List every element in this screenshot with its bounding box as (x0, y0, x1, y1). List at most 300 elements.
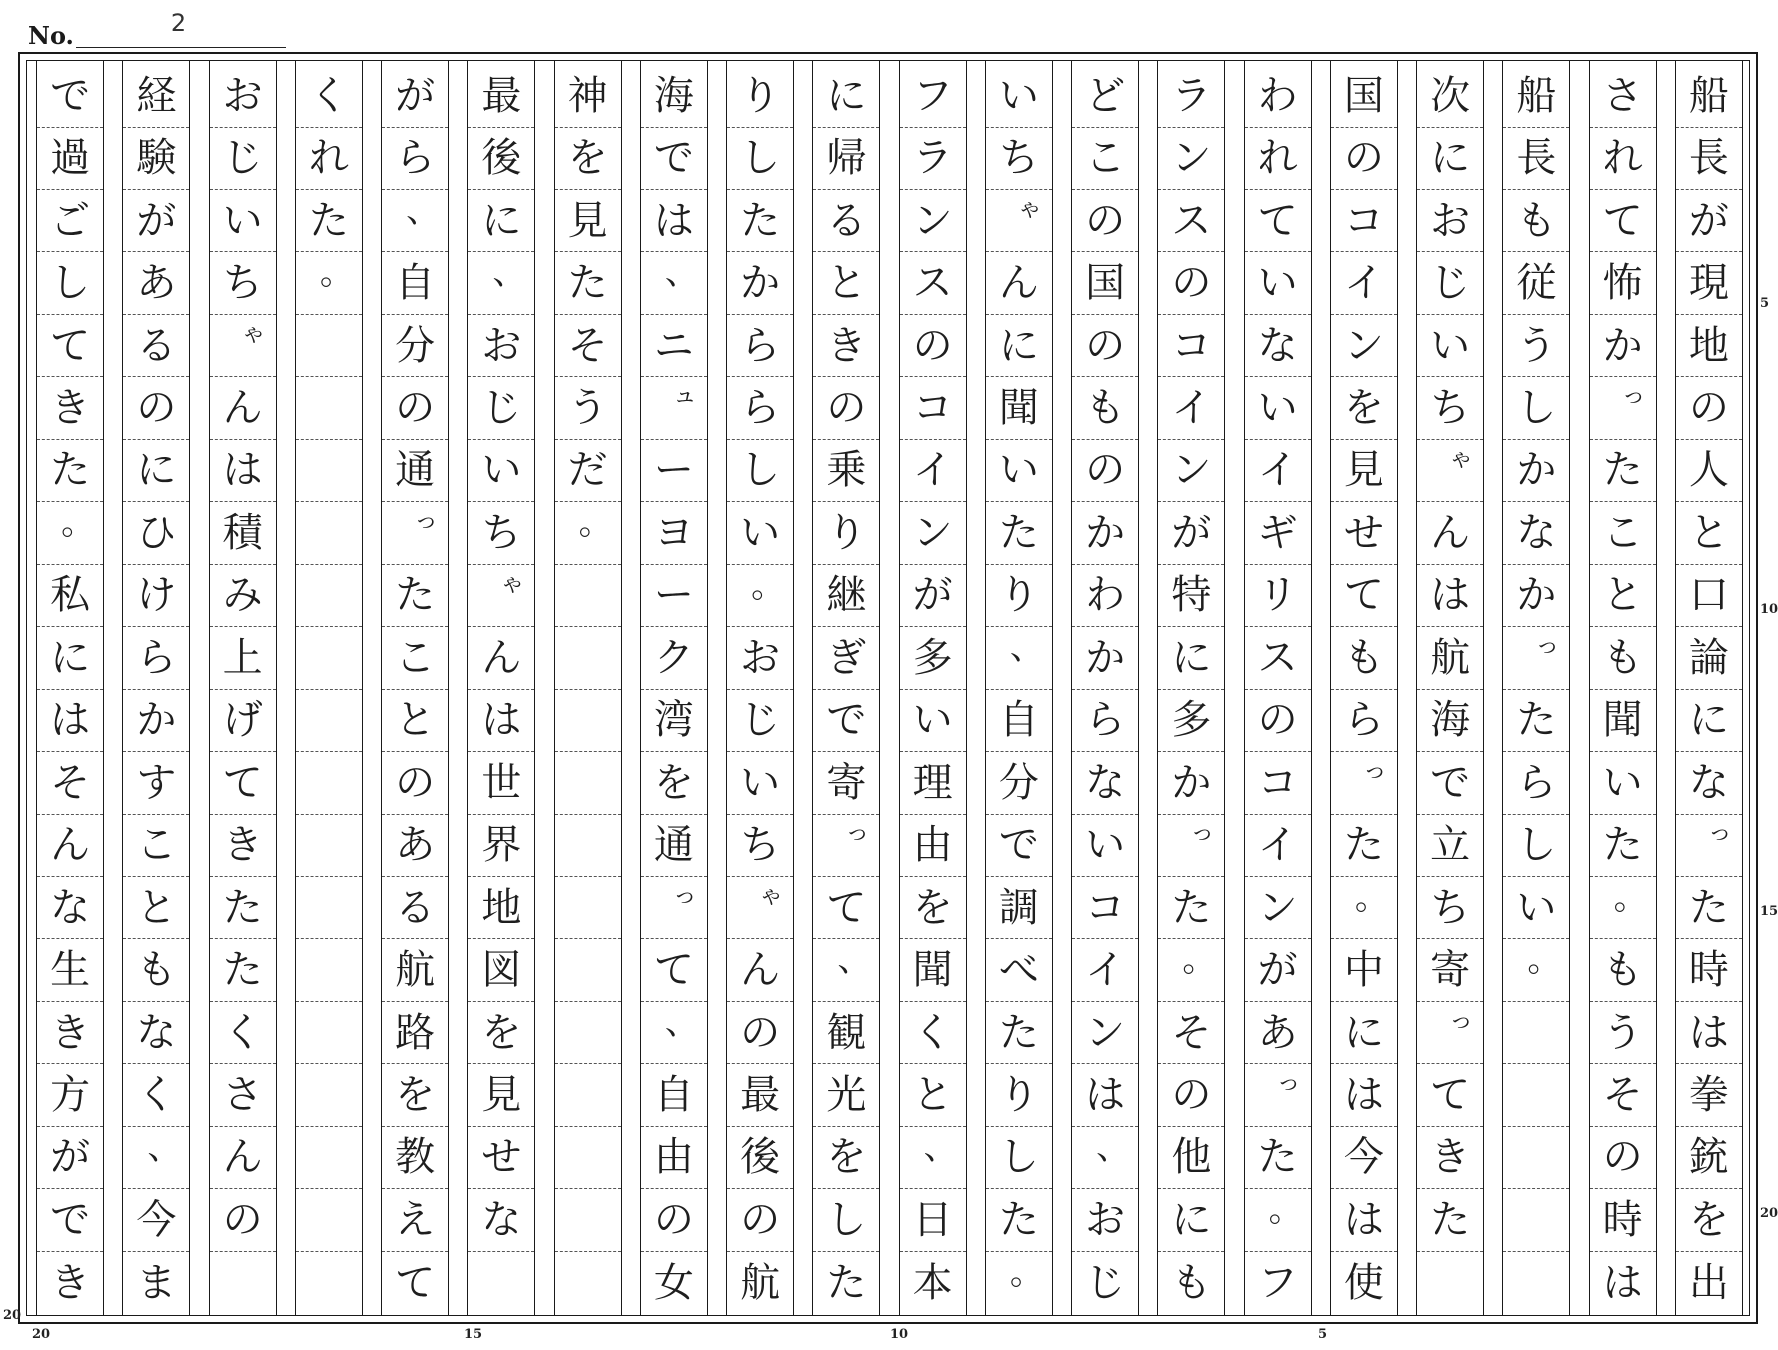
manuscript-cell: た (555, 252, 621, 315)
manuscript-cell: ゃ (986, 190, 1052, 253)
manuscript-cell: が (1676, 190, 1742, 253)
manuscript-cell: 私 (37, 565, 103, 628)
manuscript-cell: 。 (1245, 1189, 1311, 1252)
manuscript-cell: を (813, 1127, 879, 1190)
manuscript-cell: 経 (123, 65, 189, 128)
manuscript-cell: 出 (1688, 1259, 1729, 1306)
manuscript-cell: フ (900, 65, 966, 128)
manuscript-cell: 海 (641, 65, 707, 128)
manuscript-cell: は (1602, 1259, 1643, 1306)
manuscript-cell: 積 (210, 502, 276, 565)
manuscript-cell: 光 (813, 1064, 879, 1127)
manuscript-cell: っ (1503, 627, 1569, 690)
manuscript-column (1330, 61, 1398, 1315)
manuscript-cell: っ (1245, 1064, 1311, 1127)
manuscript-cell: 。 (296, 252, 362, 315)
manuscript-cell: た (1417, 1189, 1483, 1252)
manuscript-cell: は (1676, 1002, 1742, 1065)
manuscript-cell: き (1417, 1127, 1483, 1190)
manuscript-cell: 多 (1158, 690, 1224, 753)
manuscript-cell: じ (727, 690, 793, 753)
ruler-right-10: 10 (1760, 602, 1778, 617)
manuscript-cell: 由 (641, 1127, 707, 1190)
ruler-right-5: 5 (1760, 296, 1770, 311)
manuscript-cell: は (37, 690, 103, 753)
manuscript-column (209, 61, 277, 1315)
manuscript-cell: た (210, 939, 276, 1002)
manuscript-cell: い (1503, 877, 1569, 940)
manuscript-cell: 聞 (900, 939, 966, 1002)
manuscript-cell: 通 (641, 814, 707, 877)
manuscript-cell: ン (1158, 440, 1224, 503)
manuscript-cell: の (1331, 128, 1397, 191)
manuscript-cell: と (1590, 565, 1656, 628)
manuscript-cell: 特 (1158, 565, 1224, 628)
manuscript-cell: 本 (912, 1259, 953, 1306)
manuscript-cell: の (900, 315, 966, 378)
manuscript-cell (296, 1064, 362, 1127)
manuscript-cell: 生 (37, 939, 103, 1002)
manuscript-cell: 今 (1331, 1127, 1397, 1190)
manuscript-cell: 見 (555, 190, 621, 253)
manuscript-cell: お (727, 627, 793, 690)
manuscript-cell: 従 (1503, 252, 1569, 315)
manuscript-cell: 。 (1331, 877, 1397, 940)
manuscript-cell: も (1072, 377, 1138, 440)
manuscript-cell: か (1503, 565, 1569, 628)
manuscript-cell: ー (641, 440, 707, 503)
manuscript-cell: 帰 (813, 128, 879, 191)
manuscript-column (1675, 61, 1743, 1315)
manuscript-cell: 、 (641, 252, 707, 315)
manuscript-cell: し (727, 128, 793, 191)
manuscript-column (36, 61, 104, 1315)
manuscript-cell: お (1072, 1189, 1138, 1252)
manuscript-cell: た (1590, 814, 1656, 877)
manuscript-cell (296, 502, 362, 565)
manuscript-cell: り (986, 565, 1052, 628)
manuscript-cell: っ (1590, 377, 1656, 440)
manuscript-cell: い (727, 502, 793, 565)
manuscript-cell: れ (296, 128, 362, 191)
manuscript-cell: コ (900, 377, 966, 440)
ruler-bottom-20: 20 (32, 1327, 51, 1342)
manuscript-cell: を (555, 128, 621, 191)
manuscript-cell: し (727, 440, 793, 503)
manuscript-cell: か (1590, 315, 1656, 378)
manuscript-cell: 人 (1676, 440, 1742, 503)
manuscript-cell: か (1158, 752, 1224, 815)
manuscript-cell: 最 (727, 1064, 793, 1127)
manuscript-cell: 方 (37, 1064, 103, 1127)
manuscript-cell: い (1245, 252, 1311, 315)
manuscript-cell: ギ (1245, 502, 1311, 565)
manuscript-column (1502, 61, 1570, 1315)
manuscript-cell (555, 1252, 621, 1315)
manuscript-cell: 航 (1417, 627, 1483, 690)
manuscript-cell: 見 (1331, 440, 1397, 503)
manuscript-cell: ち (986, 128, 1052, 191)
manuscript-cell: か (1503, 440, 1569, 503)
manuscript-cell: 。 (1009, 1252, 1044, 1293)
manuscript-cell: を (900, 877, 966, 940)
manuscript-cell: な (1072, 752, 1138, 815)
manuscript-cell: 航 (740, 1259, 781, 1306)
manuscript-cell: し (1503, 377, 1569, 440)
manuscript-cell: は (641, 190, 707, 253)
manuscript-cell: 口 (1676, 565, 1742, 628)
manuscript-cell: に (468, 190, 534, 253)
manuscript-cell: お (210, 65, 276, 128)
manuscript-cell: ん (727, 939, 793, 1002)
manuscript-cell: に (1417, 128, 1483, 191)
manuscript-cell: 次 (1417, 65, 1483, 128)
manuscript-cell: し (986, 1127, 1052, 1190)
manuscript-cell: た (382, 565, 448, 628)
manuscript-cell: い (1417, 315, 1483, 378)
manuscript-cell: の (1245, 690, 1311, 753)
manuscript-cell: か (727, 252, 793, 315)
manuscript-cell: な (1245, 315, 1311, 378)
manuscript-cell: を (468, 1002, 534, 1065)
manuscript-cell: ラ (1158, 65, 1224, 128)
manuscript-cell: 中 (1331, 939, 1397, 1002)
manuscript-cell: く (210, 1002, 276, 1065)
manuscript-cell: の (1158, 1064, 1224, 1127)
manuscript-cell: で (37, 65, 103, 128)
manuscript-cell: 拳 (1676, 1064, 1742, 1127)
manuscript-cell: 怖 (1590, 252, 1656, 315)
manuscript-column (1589, 61, 1657, 1315)
manuscript-cell: 。 (37, 502, 103, 565)
manuscript-cell: て (210, 752, 276, 815)
manuscript-cell: っ (382, 502, 448, 565)
manuscript-cell: 理 (900, 752, 966, 815)
manuscript-cell: た (727, 190, 793, 253)
manuscript-cell: か (123, 690, 189, 753)
manuscript-cell (296, 565, 362, 628)
manuscript-cell: っ (1676, 814, 1742, 877)
manuscript-cell: は (1331, 1189, 1397, 1252)
manuscript-cell: こ (1590, 502, 1656, 565)
manuscript-cell: 日 (900, 1189, 966, 1252)
manuscript-cell: せ (468, 1127, 534, 1190)
manuscript-cell: じ (1085, 1259, 1126, 1306)
manuscript-cell: た (1590, 440, 1656, 503)
manuscript-cell: が (123, 190, 189, 253)
manuscript-cell: る (123, 315, 189, 378)
manuscript-cell: の (1072, 190, 1138, 253)
page-number-blank (76, 9, 286, 48)
manuscript-cell: コ (1245, 752, 1311, 815)
manuscript-cell: ち (1417, 877, 1483, 940)
manuscript-cell: 路 (382, 1002, 448, 1065)
manuscript-cell: 、 (1072, 1127, 1138, 1190)
manuscript-cell: き (813, 315, 879, 378)
manuscript-cell: そ (555, 315, 621, 378)
manuscript-cell: じ (1417, 252, 1483, 315)
manuscript-cell: ご (37, 190, 103, 253)
manuscript-cell: に (1158, 627, 1224, 690)
manuscript-cell: ン (1331, 315, 1397, 378)
manuscript-cell: ラ (900, 128, 966, 191)
manuscript-cell: 最 (468, 65, 534, 128)
manuscript-cell: ゃ (1417, 440, 1483, 503)
manuscript-cell: 女 (653, 1259, 694, 1306)
manuscript-cell (296, 1252, 362, 1315)
manuscript-cell: し (1503, 814, 1569, 877)
manuscript-cell: は (1331, 1064, 1397, 1127)
manuscript-cell: ン (1245, 877, 1311, 940)
manuscript-cell: 、 (641, 1002, 707, 1065)
manuscript-cell: 聞 (1590, 690, 1656, 753)
manuscript-cell: ち (468, 502, 534, 565)
manuscript-cell: げ (210, 690, 276, 753)
manuscript-cell: ヨ (641, 502, 707, 565)
manuscript-cell: 分 (382, 315, 448, 378)
manuscript-column (640, 61, 708, 1315)
manuscript-cell: は (1072, 1064, 1138, 1127)
manuscript-grid (26, 60, 1750, 1316)
manuscript-cell (296, 377, 362, 440)
manuscript-cell: ん (468, 627, 534, 690)
manuscript-cell: 、 (382, 190, 448, 253)
manuscript-cell: し (813, 1189, 879, 1252)
manuscript-cell: ど (1072, 65, 1138, 128)
manuscript-cell: た (1245, 1127, 1311, 1190)
manuscript-cell: 船 (1676, 65, 1742, 128)
manuscript-column (1244, 61, 1312, 1315)
manuscript-cell: を (1331, 377, 1397, 440)
manuscript-cell: に (37, 627, 103, 690)
manuscript-cell: た (1503, 690, 1569, 753)
manuscript-cell: を (382, 1064, 448, 1127)
manuscript-cell: イ (1072, 939, 1138, 1002)
ruler-bottom-10: 10 (890, 1327, 909, 1342)
manuscript-cell: 立 (1417, 814, 1483, 877)
manuscript-cell: 使 (1343, 1259, 1384, 1306)
manuscript-cell (296, 315, 362, 378)
manuscript-cell: ち (210, 252, 276, 315)
manuscript-cell: は (468, 690, 534, 753)
manuscript-cell: た (1331, 814, 1397, 877)
manuscript-cell: の (1072, 315, 1138, 378)
manuscript-cell: ュ (641, 377, 707, 440)
manuscript-cell: さ (1590, 65, 1656, 128)
page-number-header (28, 9, 286, 50)
manuscript-cell: ら (1503, 752, 1569, 815)
manuscript-cell: イ (900, 440, 966, 503)
manuscript-cell: ら (123, 627, 189, 690)
manuscript-cell: と (1676, 502, 1742, 565)
manuscript-cell: 継 (813, 565, 879, 628)
manuscript-cell: た (826, 1259, 867, 1306)
manuscript-cell: ン (900, 502, 966, 565)
manuscript-cell (555, 1189, 621, 1252)
manuscript-cell: 自 (641, 1064, 707, 1127)
manuscript-cell: た (210, 877, 276, 940)
manuscript-cell: ら (1331, 690, 1397, 753)
manuscript-cell (555, 565, 621, 628)
manuscript-cell: そ (1158, 1002, 1224, 1065)
manuscript-cell: 験 (123, 128, 189, 191)
manuscript-cell: な (123, 1002, 189, 1065)
manuscript-cell: 教 (382, 1127, 448, 1190)
manuscript-cell: な (37, 877, 103, 940)
manuscript-cell: れ (1590, 128, 1656, 191)
manuscript-cell: て (37, 315, 103, 378)
manuscript-cell: て (641, 939, 707, 1002)
manuscript-cell: い (468, 440, 534, 503)
manuscript-cell: な (1676, 752, 1742, 815)
manuscript-cell (296, 814, 362, 877)
manuscript-cell: が (382, 65, 448, 128)
manuscript-cell: 国 (1072, 252, 1138, 315)
manuscript-cell (1503, 1064, 1569, 1127)
manuscript-cell: か (1072, 627, 1138, 690)
manuscript-cell: お (1417, 190, 1483, 253)
manuscript-cell: た (1158, 877, 1224, 940)
manuscript-cell: 分 (986, 752, 1052, 815)
manuscript-cell: 時 (1590, 1189, 1656, 1252)
manuscript-cell: も (1503, 190, 1569, 253)
manuscript-cell (296, 440, 362, 503)
manuscript-cell: 自 (382, 252, 448, 315)
ruler-right-15: 15 (1760, 904, 1778, 919)
manuscript-cell (555, 814, 621, 877)
manuscript-cell: そ (1590, 1064, 1656, 1127)
manuscript-cell: 、 (813, 939, 879, 1002)
manuscript-cell: い (900, 690, 966, 753)
manuscript-cell: コ (1331, 190, 1397, 253)
manuscript-cell: も (1590, 627, 1656, 690)
manuscript-column (726, 61, 794, 1315)
manuscript-cell: 今 (123, 1189, 189, 1252)
manuscript-cell: 乗 (813, 440, 879, 503)
manuscript-column (381, 61, 449, 1315)
manuscript-cell: 湾 (641, 690, 707, 753)
manuscript-cell: 地 (468, 877, 534, 940)
manuscript-cell: す (123, 752, 189, 815)
manuscript-cell: 界 (468, 814, 534, 877)
manuscript-cell: じ (210, 128, 276, 191)
manuscript-cell: に (813, 65, 879, 128)
manuscript-sheet (18, 52, 1758, 1324)
manuscript-cell: 時 (1676, 939, 1742, 1002)
manuscript-cell: ん (986, 252, 1052, 315)
manuscript-cell: る (382, 877, 448, 940)
manuscript-cell: い (1072, 814, 1138, 877)
manuscript-cell: き (37, 1002, 103, 1065)
manuscript-cell: 、 (123, 1127, 189, 1190)
manuscript-cell: り (727, 65, 793, 128)
manuscript-cell: も (1590, 939, 1656, 1002)
manuscript-cell (296, 877, 362, 940)
manuscript-cell (555, 877, 621, 940)
manuscript-cell: も (123, 939, 189, 1002)
manuscript-cell: ゃ (468, 565, 534, 628)
manuscript-cell: 神 (555, 65, 621, 128)
manuscript-cell: 国 (1331, 65, 1397, 128)
manuscript-cell: 聞 (986, 377, 1052, 440)
manuscript-cell: が (1245, 939, 1311, 1002)
manuscript-cell: ニ (641, 315, 707, 378)
page-number-value: 2 (170, 9, 187, 37)
manuscript-cell: フ (1257, 1259, 1298, 1306)
manuscript-cell: い (1590, 752, 1656, 815)
manuscript-cell: っ (641, 877, 707, 940)
manuscript-cell: の (1590, 1127, 1656, 1190)
manuscript-cell: ん (1417, 502, 1483, 565)
manuscript-cell: き (210, 814, 276, 877)
manuscript-cell: う (555, 377, 621, 440)
manuscript-cell: 図 (468, 939, 534, 1002)
manuscript-cell: う (1590, 1002, 1656, 1065)
manuscript-cell (296, 939, 362, 1002)
manuscript-column (1416, 61, 1484, 1315)
manuscript-cell: み (210, 565, 276, 628)
manuscript-cell: け (123, 565, 189, 628)
manuscript-cell: う (1503, 315, 1569, 378)
manuscript-cell: ら (382, 128, 448, 191)
manuscript-cell: い (210, 190, 276, 253)
ruler-corner: 20 (3, 1308, 22, 1323)
manuscript-cell: は (1417, 565, 1483, 628)
manuscript-cell: こ (1072, 128, 1138, 191)
manuscript-cell: で (986, 814, 1052, 877)
manuscript-cell: も (1331, 627, 1397, 690)
manuscript-cell: い (1245, 377, 1311, 440)
manuscript-cell: ち (727, 814, 793, 877)
manuscript-cell: の (382, 377, 448, 440)
manuscript-cell: を (641, 752, 707, 815)
ruler-right-20: 20 (1760, 1206, 1778, 1221)
manuscript-cell: に (1158, 1189, 1224, 1252)
manuscript-cell: 長 (1503, 128, 1569, 191)
manuscript-cell: 航 (382, 939, 448, 1002)
manuscript-cell: イ (1245, 814, 1311, 877)
manuscript-cell: が (37, 1127, 103, 1190)
manuscript-cell: の (641, 1189, 707, 1252)
manuscript-cell: ち (1417, 377, 1483, 440)
manuscript-cell: さ (210, 1064, 276, 1127)
manuscript-cell: な (1503, 502, 1569, 565)
manuscript-cell: ン (1072, 1002, 1138, 1065)
manuscript-cell: 、 (986, 627, 1052, 690)
manuscript-cell: 論 (1676, 627, 1742, 690)
manuscript-cell: が (1158, 502, 1224, 565)
manuscript-cell: 、 (900, 1127, 966, 1190)
manuscript-cell: と (813, 252, 879, 315)
manuscript-cell: 現 (1676, 252, 1742, 315)
manuscript-cell (555, 1002, 621, 1065)
manuscript-cell: 調 (986, 877, 1052, 940)
manuscript-cell: 。 (1590, 877, 1656, 940)
manuscript-column (295, 61, 363, 1315)
manuscript-cell (296, 1189, 362, 1252)
manuscript-column (554, 61, 622, 1315)
manuscript-cell: イ (1331, 252, 1397, 315)
manuscript-cell: コ (1072, 877, 1138, 940)
manuscript-cell: た (986, 502, 1052, 565)
manuscript-cell: ん (210, 1127, 276, 1190)
manuscript-cell: こ (382, 627, 448, 690)
manuscript-cell: ス (900, 252, 966, 315)
manuscript-cell: で (641, 128, 707, 191)
manuscript-cell: 上 (210, 627, 276, 690)
manuscript-cell: 。 (1158, 939, 1224, 1002)
manuscript-column (1157, 61, 1225, 1315)
